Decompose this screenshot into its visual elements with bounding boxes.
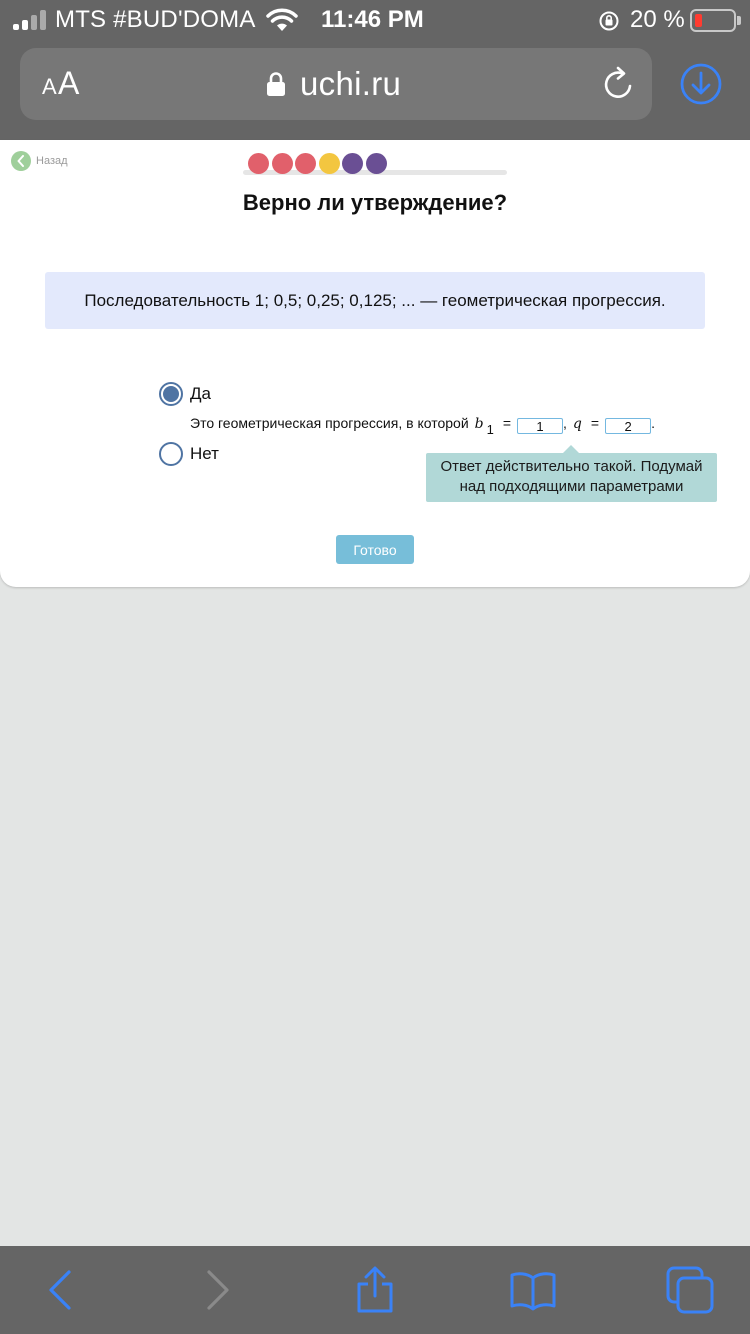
- bookmarks-icon[interactable]: [509, 1266, 557, 1314]
- progress-dots: [248, 153, 389, 174]
- browser-top-chrome: [0, 0, 750, 140]
- back-label: Назад: [36, 155, 68, 167]
- option-yes[interactable]: [159, 382, 211, 406]
- option-no-label: Нет: [190, 444, 219, 463]
- status-bar: [0, 0, 750, 40]
- b-variable: b: [474, 416, 484, 432]
- hint-text: Ответ действительно такой. Подумай над подходящими параметрами: [440, 458, 703, 495]
- text-size-button[interactable]: A A: [42, 65, 80, 101]
- q-input[interactable]: [605, 418, 651, 434]
- task-card: [0, 140, 750, 587]
- back-icon[interactable]: [37, 1266, 85, 1314]
- download-icon[interactable]: [680, 63, 722, 105]
- q-variable: q: [572, 416, 582, 432]
- battery-percent: 20 %: [630, 6, 685, 33]
- comma-separator: ,: [563, 415, 567, 431]
- statement-box: [45, 272, 705, 329]
- progress-dot: [295, 153, 316, 174]
- share-icon[interactable]: [351, 1266, 399, 1314]
- status-time: 11:46 PM: [321, 6, 424, 33]
- back-link[interactable]: [11, 151, 68, 171]
- progress-dot: [272, 153, 293, 174]
- browser-bottom-toolbar: [0, 1246, 750, 1334]
- forward-icon[interactable]: [193, 1266, 241, 1314]
- b1-input[interactable]: [517, 418, 563, 434]
- progress-dot: [342, 153, 363, 174]
- done-button[interactable]: Готово: [336, 535, 414, 564]
- hint-tooltip: [426, 453, 717, 502]
- address-bar[interactable]: [20, 48, 652, 120]
- battery-icon: [690, 9, 736, 32]
- rotation-lock-icon: [598, 10, 620, 32]
- option-yes-label: Да: [190, 384, 211, 403]
- url-field[interactable]: [266, 62, 401, 106]
- progress-dot: [248, 153, 269, 174]
- wifi-icon: [266, 7, 298, 33]
- equals-sign-2: =: [590, 415, 600, 431]
- back-arrow-icon: [11, 151, 31, 171]
- radio-yes[interactable]: [159, 382, 183, 406]
- progress-dot: [319, 153, 340, 174]
- tabs-icon[interactable]: [666, 1266, 714, 1314]
- period: .: [651, 415, 655, 431]
- b-subscript: 1: [486, 422, 494, 437]
- carrier-name: MTS #BUD'DOMA: [55, 6, 256, 33]
- explanation-line: [190, 415, 655, 437]
- url-text: uchi.ru: [300, 65, 402, 102]
- radio-no[interactable]: [159, 442, 183, 466]
- progress-dot: [366, 153, 387, 174]
- explanation-text: Это геометрическая прогрессия, в которой: [190, 415, 469, 431]
- equals-sign-1: =: [502, 415, 512, 431]
- reload-icon[interactable]: [600, 65, 638, 103]
- lock-icon: [266, 71, 286, 97]
- question-title: Верно ли утверждение?: [242, 190, 508, 215]
- option-no[interactable]: [159, 442, 219, 466]
- statement-text: Последовательность 1; 0,5; 0,25; 0,125; ... — геометрическая прогрессия.: [84, 290, 666, 310]
- signal-strength-icon: [13, 10, 47, 30]
